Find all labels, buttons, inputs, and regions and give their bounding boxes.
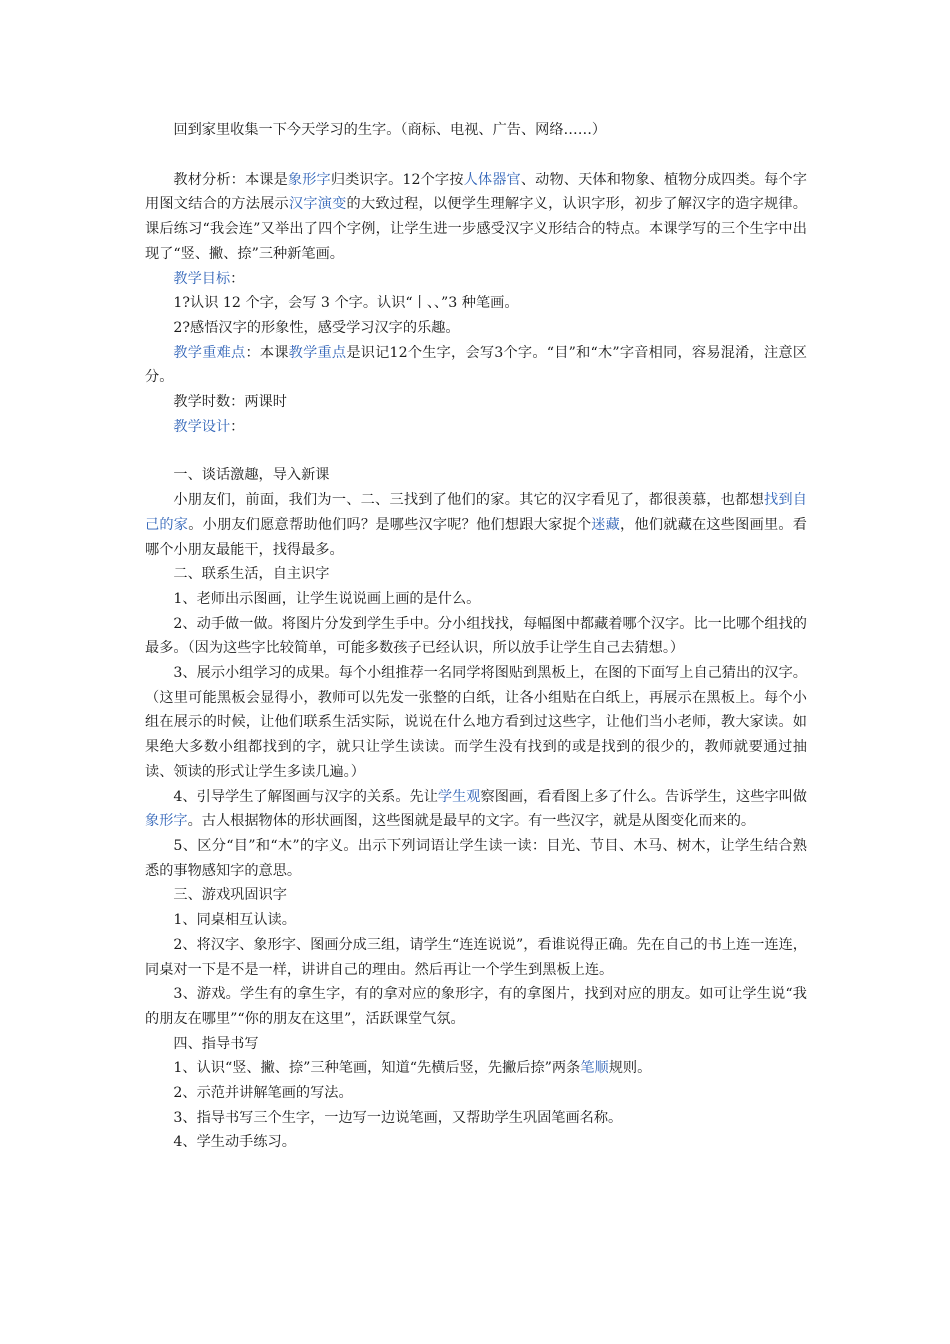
paragraph bbox=[145, 1032, 807, 1057]
text-run: ： bbox=[230, 418, 245, 435]
paragraph bbox=[145, 933, 807, 982]
text-run: 3、指导书写三个生字，一边写一边说笔画，又帮助学生巩固笔画名称。 bbox=[173, 1109, 623, 1126]
text-run: 。小朋友们愿意帮助他们吗？是哪些汉字呢？他们想跟大家捉个 bbox=[188, 516, 592, 533]
keyword-link[interactable]: 找到自己的家 bbox=[145, 492, 807, 533]
text-run: ，他们就藏在这些图画里。看哪个小朋友最能干，找得最多。 bbox=[145, 516, 807, 558]
text-run: 1、同桌相互认读。 bbox=[173, 912, 296, 929]
text-run: 、动物、天体和物象、植物分成四类。每个字用图文结合的方法展示 bbox=[145, 171, 807, 213]
paragraph bbox=[145, 562, 807, 587]
paragraph bbox=[145, 341, 807, 390]
keyword-link[interactable]: 教学设计 bbox=[173, 418, 231, 435]
text-run: 2?感悟汉字的形象性，感受学习汉字的乐趣。 bbox=[173, 319, 460, 336]
paragraph bbox=[145, 168, 807, 267]
keyword-link[interactable]: 人体器官 bbox=[463, 171, 521, 188]
text-run: 规则。 bbox=[608, 1060, 652, 1077]
text-run: 1?认识 12 个字，会写 3 个字。认识“丨、、”3 种笔画。 bbox=[173, 295, 519, 312]
paragraph bbox=[145, 834, 807, 883]
text-run: 3、游戏。学生有的拿生字，有的拿对应的象形字，有的拿图片，找到对应的朋友。如可让学生说“我的朋友在哪里”“你的朋友在这里”，活跃课堂气氛。 bbox=[145, 986, 807, 1027]
paragraph bbox=[145, 661, 807, 785]
text-run: 教学时数：两课时 bbox=[173, 394, 287, 411]
text-run: 二、联系生活，自主识字 bbox=[173, 566, 330, 583]
text-run: 归类识字。12个字按 bbox=[330, 171, 464, 188]
keyword-link[interactable]: 笔顺 bbox=[580, 1060, 609, 1077]
text-run: 1、老师出示图画，让学生说说画上画的是什么。 bbox=[173, 590, 481, 607]
keyword-link[interactable]: 象形字 bbox=[287, 171, 331, 188]
text-run: 三、游戏巩固识字 bbox=[173, 887, 287, 904]
text-run: 4、学生动手练习。 bbox=[173, 1134, 296, 1151]
paragraph bbox=[145, 612, 807, 661]
text-run: 回到家里收集一下今天学习的生字。（商标、电视、广告、网络……） bbox=[173, 122, 607, 138]
paragraph bbox=[145, 291, 807, 316]
keyword-link[interactable]: 迷藏 bbox=[591, 516, 621, 533]
text-run: 小朋友们，前面，我们为一、二、三找到了他们的家。其它的汉字看见了，都很羡慕，也都想 bbox=[173, 492, 764, 509]
text-run: 四、指导书写 bbox=[173, 1035, 259, 1052]
text-run: 一、谈话激趣，导入新课 bbox=[173, 467, 330, 484]
document-body bbox=[145, 118, 807, 1155]
paragraph bbox=[145, 316, 807, 341]
text-run: 2、将汉字、象形字、图画分成三组，请学生“连连说说”，看谁说得正确。先在自己的书上连一连连，同桌对一下是不是一样，讲讲自己的理由。然后再让一个学生到黑板上连。 bbox=[145, 936, 807, 978]
paragraph bbox=[145, 908, 807, 933]
keyword-link[interactable]: 象形字 bbox=[145, 813, 188, 830]
text-run: 是识记12个生字，会写3个字。“目”和“木”字音相同，容易混淆，注意区分。 bbox=[145, 344, 807, 386]
paragraph-gap bbox=[145, 439, 807, 463]
paragraph bbox=[145, 118, 807, 143]
keyword-link[interactable]: 教学重点 bbox=[288, 344, 347, 361]
paragraph bbox=[145, 390, 807, 415]
text-run: 4、引导学生了解图画与汉字的关系。先让 bbox=[173, 788, 438, 805]
text-run: 2、示范并讲解笔画的写法。 bbox=[173, 1085, 353, 1102]
paragraph bbox=[145, 587, 807, 612]
keyword-link[interactable]: 学生观 bbox=[437, 788, 481, 805]
paragraph bbox=[145, 488, 807, 562]
text-run: 1、认识“竖、撇、捺”三种笔画，知道“先横后竖，先撇后捺”两条 bbox=[173, 1060, 581, 1077]
text-run: 3、展示小组学习的成果。每个小组推荐一名同学将图贴到黑板上，在图的下面写上自己猜出的汉字。（这里可能黑板会显得小，教师可以先发一张整的白纸，让各小组贴在白纸上，再展示在黑板上。每个小组在展示的时候，让他们联系生活实际，说说在什么地方看到过这些字，让他们当小老师，教大家读。如果绝大多数小组都找到的字，就只让学生读读。而学生没有找到的或是找到的很少的，教师就要通过抽读、领读的形式让学生多读几遍。） bbox=[145, 665, 807, 780]
paragraph bbox=[145, 415, 807, 440]
text-run: 。古人根据物体的形状画图，这些图就是最早的文字。有一些汉字，就是从图变化而来的。 bbox=[187, 813, 756, 830]
paragraph bbox=[145, 1106, 807, 1131]
keyword-link[interactable]: 教学重难点 bbox=[173, 344, 246, 361]
paragraph bbox=[145, 463, 807, 488]
text-run: 察图画，看看图上多了什么。告诉学生，这些字叫做 bbox=[480, 788, 807, 805]
paragraph bbox=[145, 982, 807, 1031]
paragraph bbox=[145, 267, 807, 292]
paragraph bbox=[145, 1130, 807, 1155]
keyword-link[interactable]: 教学目标 bbox=[173, 270, 231, 287]
paragraph bbox=[145, 883, 807, 908]
paragraph bbox=[145, 1081, 807, 1106]
text-run: 的大致过程，以便学生理解字义，认识字形，初步了解汉字的造字规律。课后练习“我会连”又举出了四个字例，让学生进一步感受汉字义形结合的特点。本课学写的三个生字中出现了“竖、撇、捺”三种新笔画。 bbox=[145, 196, 807, 262]
keyword-link[interactable]: 汉字演变 bbox=[288, 196, 347, 213]
text-run: ：本课 bbox=[245, 344, 289, 361]
text-run: 教材分析：本课是 bbox=[173, 171, 288, 188]
text-run: 2、动手做一做。将图片分发到学生手中。分小组找找，每幅图中都藏着哪个汉字。比一比哪个组找的最多。（因为这些字比较简单，可能多数孩子已经认识，所以放手让学生自己去猜想。） bbox=[145, 615, 807, 657]
paragraph-gap bbox=[145, 143, 807, 168]
text-run: 5、区分“目”和“木”的字义。出示下列词语让学生读一读：目光、节目、木马、树木，让学生结合熟悉的事物感知字的意思。 bbox=[145, 837, 807, 879]
text-run: ： bbox=[230, 270, 245, 287]
paragraph bbox=[145, 1056, 807, 1081]
paragraph bbox=[145, 785, 807, 834]
